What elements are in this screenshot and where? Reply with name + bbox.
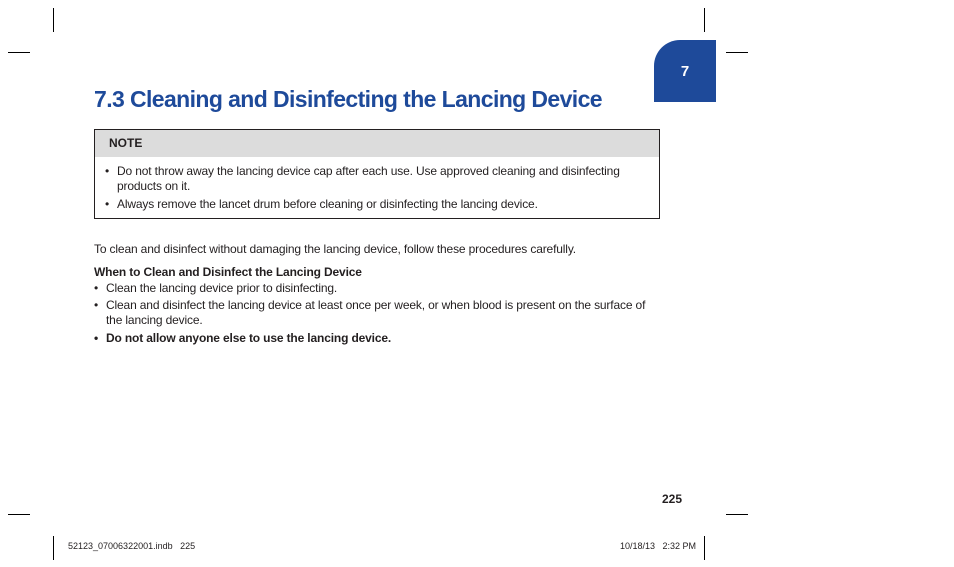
crop-mark xyxy=(726,514,748,515)
footer-file xyxy=(68,541,195,551)
crop-mark xyxy=(704,8,705,32)
procedure-list xyxy=(94,281,664,348)
crop-mark xyxy=(53,8,54,32)
chapter-tab xyxy=(654,40,716,102)
note-item: • Do not throw away the lancing device cap after each use. Use approved cleaning and disinfecting products on it. xyxy=(105,164,629,194)
crop-mark xyxy=(726,52,748,53)
page-number: 225 xyxy=(662,492,683,506)
crop-mark xyxy=(704,536,705,560)
intro-paragraph: To clean and disinfect without damaging the lancing device, follow these procedures carefully. xyxy=(94,242,576,256)
footer-timestamp-text: 10/18/13 2:32 PM xyxy=(620,541,697,551)
note-item: • Always remove the lancet drum before cleaning or disinfecting the lancing device. xyxy=(105,197,629,212)
note-list xyxy=(95,157,659,212)
crop-mark xyxy=(53,536,54,560)
note-box xyxy=(94,129,660,219)
list-item-warning: • Do not allow anyone else to use the lancing device. xyxy=(94,331,664,346)
subheading: When to Clean and Disinfect the Lancing Device xyxy=(94,265,362,279)
chapter-number: 7 xyxy=(680,62,690,80)
footer-timestamp xyxy=(620,541,696,551)
footer-file-text: 52123_07006322001.indb 225 xyxy=(68,541,196,551)
list-item: • Clean the lancing device prior to disinfecting. xyxy=(94,281,664,296)
list-item: • Clean and disinfect the lancing device at least once per week, or when blood is present on the surface of the lancing device. xyxy=(94,298,664,328)
crop-mark xyxy=(8,52,30,53)
crop-mark xyxy=(8,514,30,515)
note-heading: NOTE xyxy=(95,130,659,157)
section-title: 7.3 Cleaning and Disinfecting the Lancing Device xyxy=(94,86,602,112)
